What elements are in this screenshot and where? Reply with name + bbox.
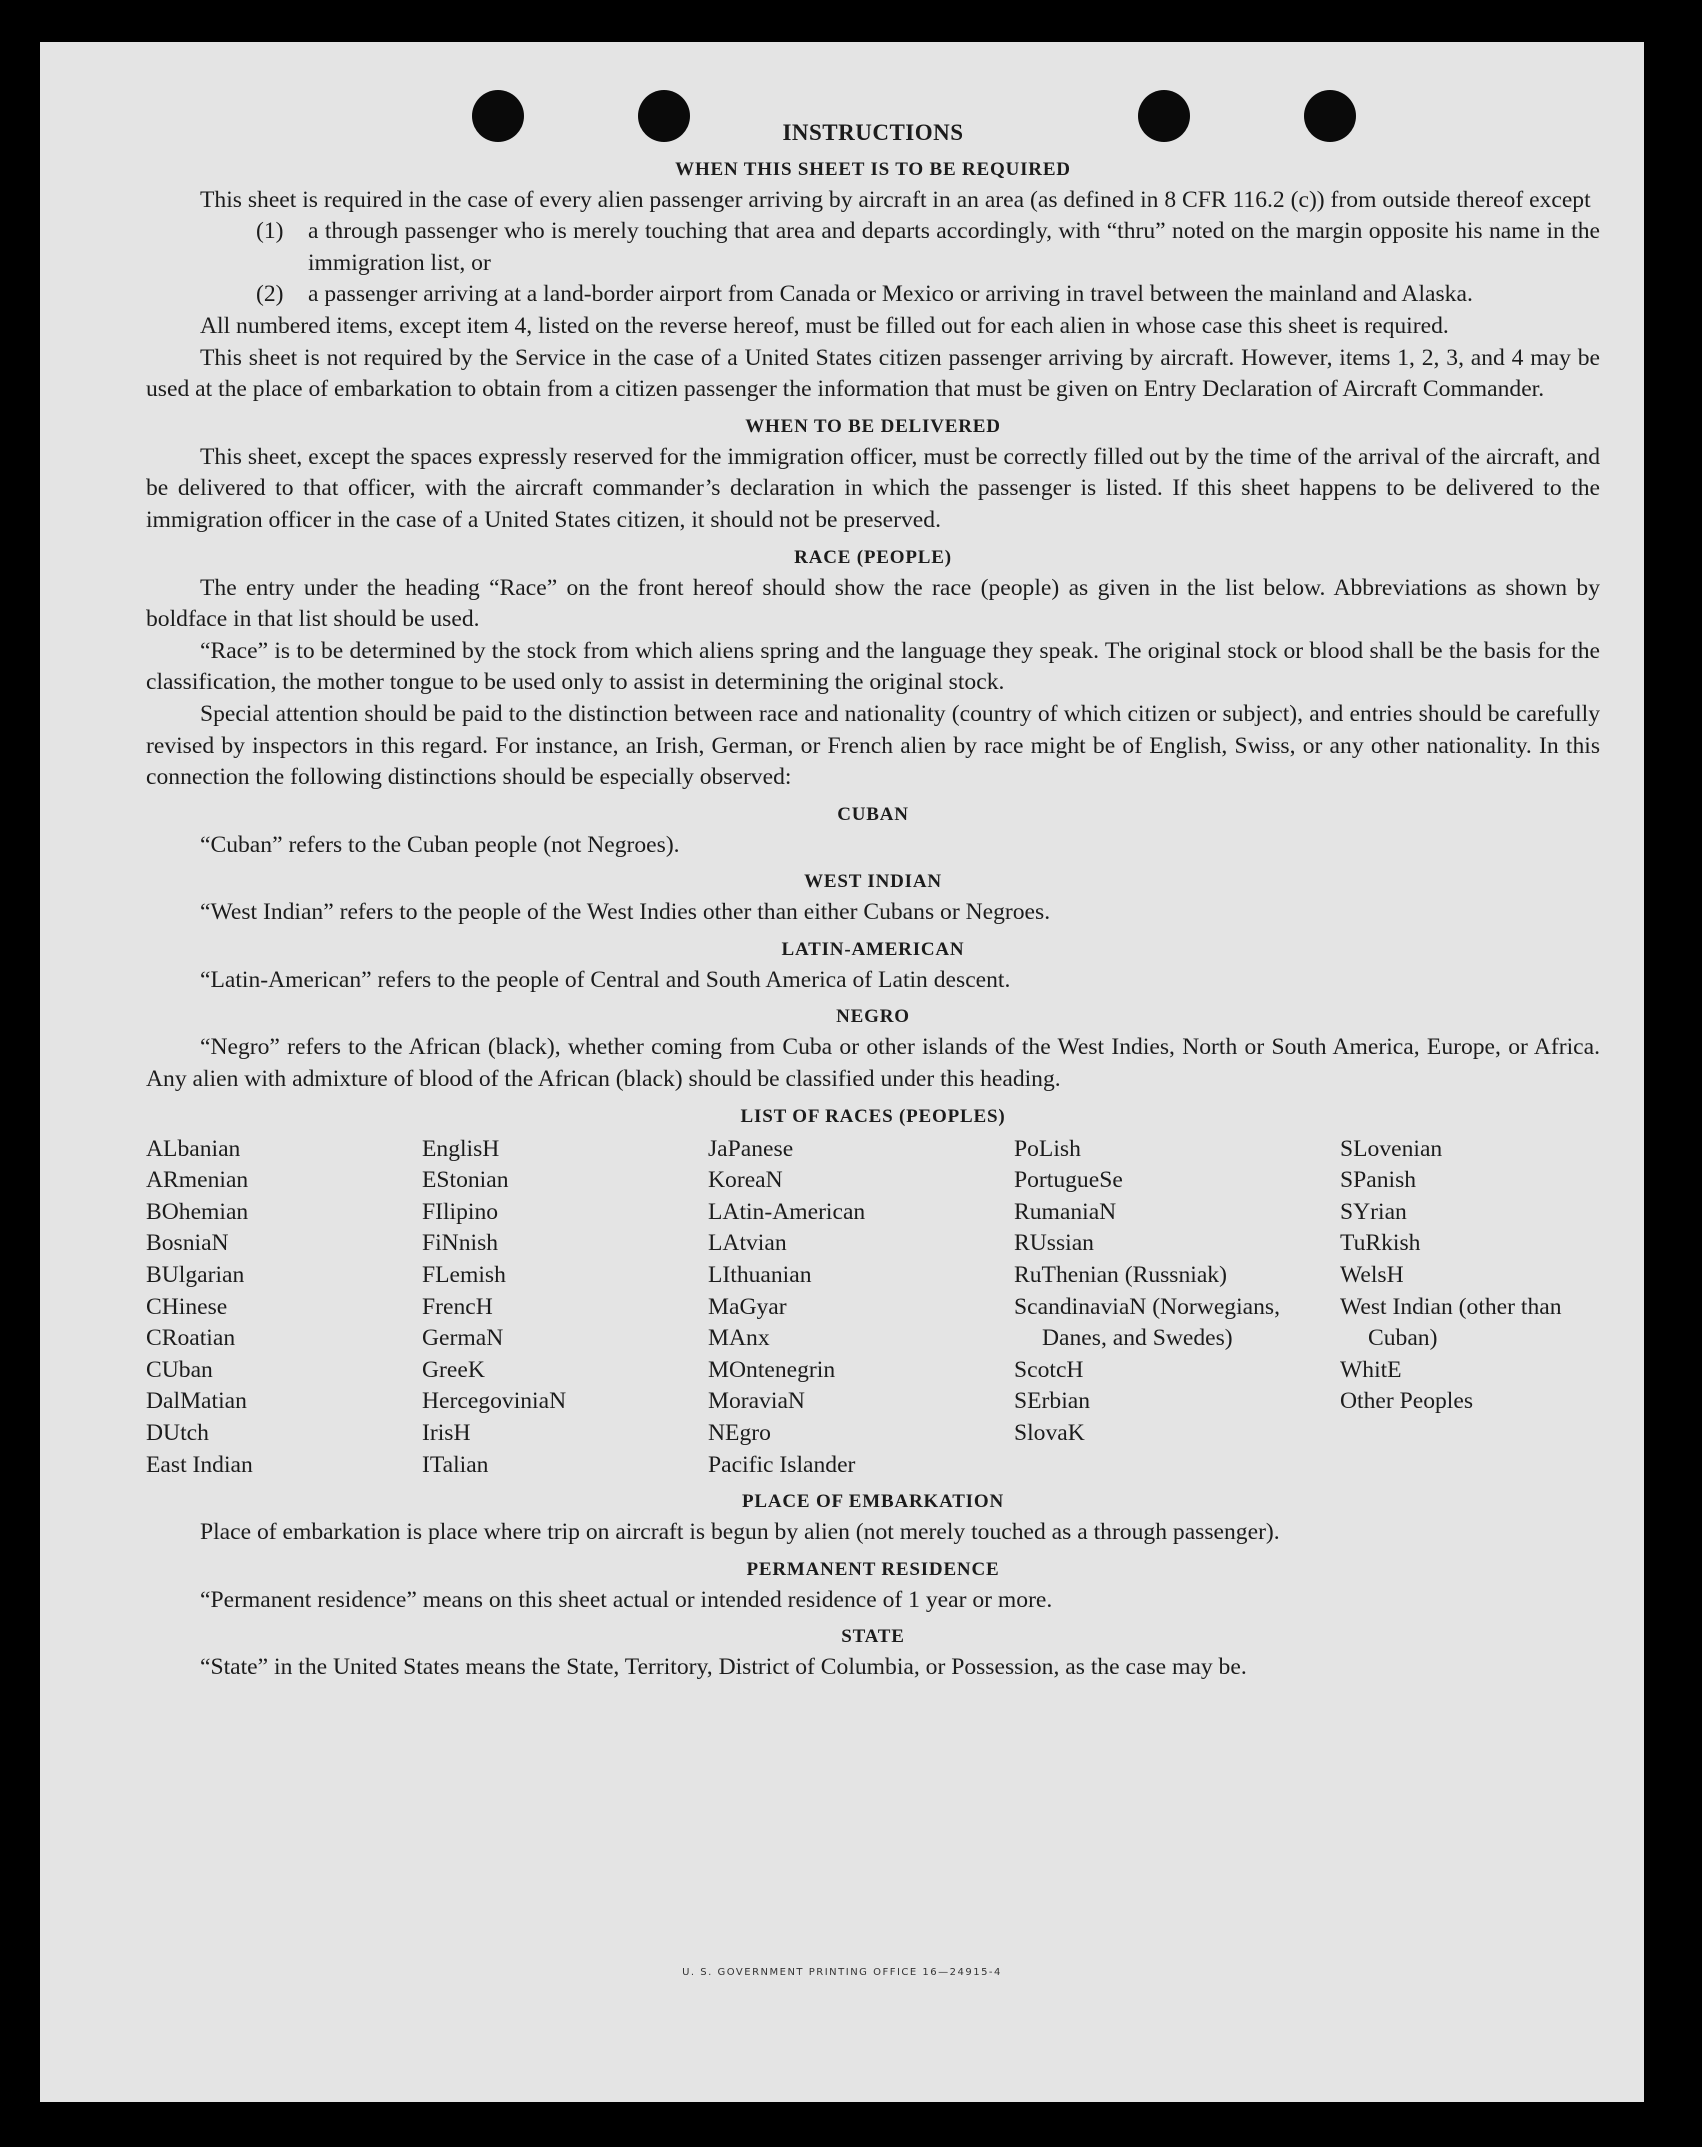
race-item: East Indian: [146, 1451, 253, 1478]
race-item: MOntenegrin: [708, 1356, 836, 1383]
race-item: RumaniaN: [1014, 1198, 1117, 1225]
race-item: ITalian: [422, 1451, 489, 1478]
race-column: [708, 1134, 988, 1482]
definition-negro: “Negro” refers to the African (black), whether coming from Cuba or other islands of the West Indies, North or South America, Europe, or Africa. Any alien with admixture of blood of the African (black) should be classified under this heading.: [146, 1034, 1600, 1093]
para-numbered-items: All numbered items, except item 4, listed on the reverse hereof, must be filled out for each alien in whose case this sheet is required.: [200, 312, 1449, 339]
exception-item: [256, 216, 1600, 279]
race-item: EnglisH: [422, 1135, 500, 1162]
race-item: SYrian: [1340, 1198, 1407, 1225]
race-item: PortugueSe: [1014, 1167, 1123, 1194]
race-item: DalMatian: [146, 1388, 247, 1415]
heading-west-indian: WEST INDIAN: [804, 871, 942, 893]
race-item: ScotcH: [1014, 1356, 1084, 1383]
page-title: INSTRUCTIONS: [782, 120, 964, 145]
race-column: [1340, 1134, 1600, 1482]
race-column: [422, 1134, 682, 1482]
race-item: FiNnish: [422, 1230, 499, 1257]
race-item: SlovaK: [1014, 1420, 1085, 1446]
race-item: LAtin-American: [708, 1198, 866, 1225]
printing-office-imprint: U. S. GOVERNMENT PRINTING OFFICE 16—24915-4: [682, 1967, 1002, 1978]
race-item: WhitE: [1340, 1356, 1402, 1383]
heading-latin-american: LATIN-AMERICAN: [781, 938, 965, 960]
exception-text: a passenger arriving at a land-border airport from Canada or Mexico or arriving in travel between the mainland and Alaska.: [308, 281, 1473, 308]
heading-when-required: WHEN THIS SHEET IS TO BE REQUIRED: [675, 158, 1071, 180]
para-required-intro: This sheet is required in the case of every alien passenger arriving by aircraft in an area (as defined in 8 CFR 116.2 (c)) from outside thereof except: [200, 186, 1591, 213]
race-item: KoreaN: [708, 1167, 783, 1194]
definition-cuban: “Cuban” refers to the Cuban people (not Negroes).: [200, 831, 680, 858]
para-delivery: This sheet, except the spaces expressly reserved for the immigration officer, must be correctly filled out by the time of the arrival of the aircraft, and be delivered to that officer, with the aircraft commander’s declaration in which the passenger is listed. If this sheet happens to be delivered to the immigration officer in the case of a United States citizen, it should not be preserved.: [146, 443, 1600, 533]
race-item: MAnx: [708, 1325, 770, 1352]
para-race-nationality: Special attention should be paid to the distinction between race and nationality (country of which citizen or subject), and entries should be carefully revised by inspectors in this regard. For instance, an Irish, German, or French alien by race might be of English, Swiss, or any other nationality. In this connection the following distinctions should be especially observed:: [146, 700, 1600, 791]
para-citizen-not-required: This sheet is not required by the Service in the case of a United States citizen passenger arriving by aircraft. However, items 1, 2, 3, and 4 may be used at the place of embarkation to obtain from a citizen passenger the information that must be given on Entry Declaration of Aircraft Commander.: [146, 344, 1600, 403]
race-item: CUban: [146, 1356, 213, 1383]
race-item: IrisH: [422, 1420, 471, 1446]
race-item: Other Peoples: [1340, 1388, 1474, 1415]
race-item: MaGyar: [708, 1293, 787, 1320]
race-item: TuRkish: [1340, 1230, 1421, 1257]
heading-race: RACE (PEOPLE): [794, 546, 952, 568]
race-list: [146, 1134, 1600, 1482]
heading-list-of-races: LIST OF RACES (PEOPLES): [740, 1105, 1006, 1127]
race-item: SPanish: [1340, 1167, 1417, 1194]
race-item: MoraviaN: [708, 1388, 805, 1415]
race-item: BUlgarian: [146, 1262, 245, 1289]
race-item: BosniaN: [146, 1230, 229, 1257]
race-item: LIthuanian: [708, 1262, 812, 1289]
race-item: ScandinaviaN (Norwegians, Danes, and Swedes): [1014, 1293, 1281, 1352]
race-item: FLemish: [422, 1262, 506, 1289]
race-item: WelsH: [1340, 1262, 1404, 1289]
race-item: FIlipino: [422, 1198, 499, 1225]
race-item: LAtvian: [708, 1230, 787, 1257]
race-item: CHinese: [146, 1293, 228, 1320]
race-item: ALbanian: [146, 1135, 241, 1162]
race-item: EStonian: [422, 1167, 509, 1194]
para-permanent-residence: “Permanent residence” means on this sheet actual or intended residence of 1 year or more.: [200, 1586, 1053, 1613]
heading-when-delivered: WHEN TO BE DELIVERED: [745, 415, 1001, 437]
para-race-entry: The entry under the heading “Race” on the front hereof should show the race (people) as given in the list below. Abbreviations as shown by boldface in that list should be used.: [146, 574, 1600, 633]
race-column: [1014, 1134, 1314, 1482]
race-item: ARmenian: [146, 1167, 249, 1194]
exception-item: [256, 279, 1600, 311]
heading-negro: NEGRO: [836, 1006, 910, 1028]
race-item: SLovenian: [1340, 1135, 1443, 1162]
heading-state: STATE: [841, 1626, 905, 1648]
race-item: CRoatian: [146, 1325, 236, 1352]
document-page: [40, 42, 1644, 2102]
race-item: HercegoviniaN: [422, 1388, 567, 1415]
para-state: “State” in the United States means the State, Territory, District of Columbia, or Possession, as the case may be.: [200, 1654, 1247, 1681]
definition-latin-american: “Latin-American” refers to the people of Central and South America of Latin descent.: [200, 966, 1011, 993]
heading-embarkation: PLACE OF EMBARKATION: [742, 1491, 1004, 1513]
definition-west-indian: “West Indian” refers to the people of the West Indies other than either Cubans or Negroes.: [200, 899, 1051, 926]
race-item: JaPanese: [708, 1135, 794, 1162]
para-race-stock: “Race” is to be determined by the stock from which aliens spring and the language they speak. The original stock or blood shall be the basis for the classification, the mother tongue to be used only to assist in determining the original stock.: [146, 637, 1600, 696]
exception-number: (2): [256, 281, 284, 308]
race-item: DUtch: [146, 1420, 209, 1446]
race-item: Pacific Islander: [708, 1451, 856, 1478]
para-embarkation: Place of embarkation is place where trip on aircraft is begun by alien (not merely touched as a through passenger).: [200, 1519, 1280, 1546]
exception-number: (1): [256, 218, 284, 245]
race-item: RuThenian (Russniak): [1014, 1262, 1227, 1289]
race-item: SErbian: [1014, 1388, 1091, 1415]
instructions-body: [146, 117, 1600, 1684]
race-item: PoLish: [1014, 1135, 1081, 1162]
exception-text: a through passenger who is merely touching that area and departs accordingly, with “thru” noted on the margin opposite his name in the immigration list, or: [308, 218, 1600, 276]
race-item: FrencH: [422, 1293, 493, 1320]
race-item: RUssian: [1014, 1230, 1094, 1257]
race-item: West Indian (other than Cuban): [1340, 1293, 1562, 1352]
race-item: NEgro: [708, 1420, 771, 1446]
race-item: GermaN: [422, 1325, 504, 1352]
heading-cuban: CUBAN: [837, 803, 909, 825]
heading-permanent-residence: PERMANENT RESIDENCE: [746, 1558, 1000, 1580]
race-item: BOhemian: [146, 1198, 249, 1225]
race-item: GreeK: [422, 1356, 485, 1383]
race-column: [146, 1134, 396, 1482]
